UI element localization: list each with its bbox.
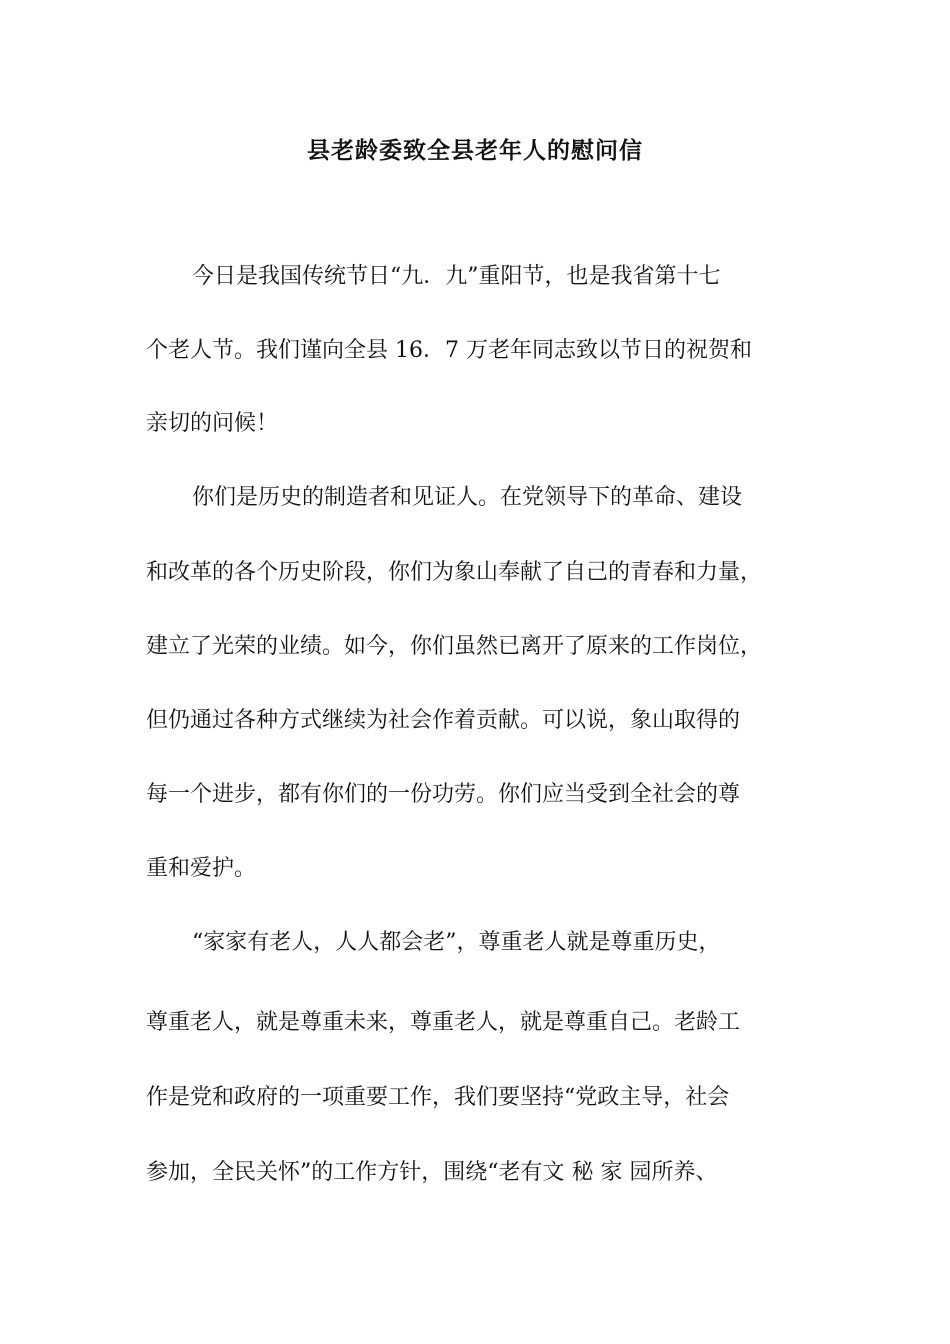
document-title: 县老龄委致全县老年人的慰问信: [307, 137, 643, 164]
body-line-12: 作是党和政府的一项重要工作，我们要坚持“党政主导，社会: [146, 1085, 730, 1110]
body-line-4: 你们是历史的制造者和见证人。在党领导下的革命、建设: [192, 485, 743, 510]
body-line-9: 重和爱护。: [146, 856, 257, 881]
body-line-3: 亲切的问候！: [146, 411, 279, 436]
body-line-7: 但仍通过各种方式继续为社会作着贡献。可以说，象山取得的: [146, 708, 741, 733]
body-line-6: 建立了光荣的业绩。如今，你们虽然已离开了原来的工作岗位，: [146, 634, 763, 659]
body-line-1: 今日是我国传统节日“九．九”重阳节，也是我省第十七: [192, 264, 721, 289]
body-line-5: 和改革的各个历史阶段，你们为象山奉献了自己的青春和力量，: [146, 560, 763, 585]
body-line-11: 尊重老人，就是尊重未来，尊重老人，就是尊重自己。老龄工: [146, 1010, 741, 1035]
body-line-10: “家家有老人，人人都会老”，尊重老人就是尊重历史，: [192, 930, 721, 955]
body-line-2: 个老人节。我们谨向全县 16．7 万老年同志致以节日的祝贺和: [146, 338, 752, 363]
body-line-8: 每一个进步，都有你们的一份功劳。你们应当受到全社会的尊: [146, 782, 741, 807]
body-line-13: 参加，全民关怀”的工作方针，围绕“老有文 秘 家 园所养、: [146, 1160, 718, 1185]
